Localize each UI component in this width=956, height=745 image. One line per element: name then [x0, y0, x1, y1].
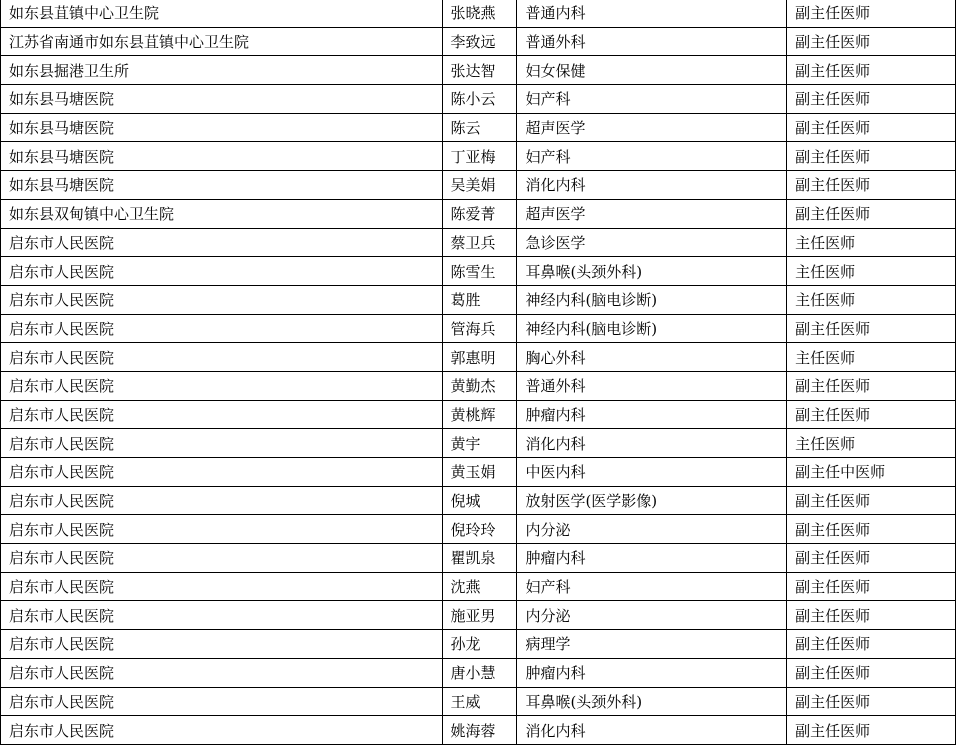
doctor-name-cell: 陈爱菁 [442, 199, 517, 228]
department-cell: 超声医学 [517, 113, 787, 142]
table-row [1, 515, 956, 544]
department-cell: 神经内科(脑电诊断) [517, 314, 787, 343]
hospital-cell: 启东市人民医院 [1, 314, 443, 343]
hospital-cell: 启东市人民医院 [1, 400, 443, 429]
department-cell: 超声医学 [517, 199, 787, 228]
doctor-name-cell: 郭惠明 [442, 343, 517, 372]
doctor-name-cell: 李致远 [442, 27, 517, 56]
table-row [1, 400, 956, 429]
table-row [1, 658, 956, 687]
doctor-name-cell: 丁亚梅 [442, 142, 517, 171]
title-cell: 副主任医师 [787, 601, 956, 630]
title-cell: 主任医师 [787, 285, 956, 314]
title-cell: 副主任医师 [787, 515, 956, 544]
table-row [1, 56, 956, 85]
hospital-cell: 启东市人民医院 [1, 601, 443, 630]
department-cell: 妇产科 [517, 142, 787, 171]
doctor-name-cell: 黄宇 [442, 429, 517, 458]
hospital-cell: 如东县掘港卫生所 [1, 56, 443, 85]
hospital-cell: 启东市人民医院 [1, 544, 443, 573]
doctor-name-cell: 孙龙 [442, 630, 517, 659]
doctor-name-cell: 陈云 [442, 113, 517, 142]
department-cell: 妇女保健 [517, 56, 787, 85]
doctor-name-cell: 吴美娟 [442, 171, 517, 200]
department-cell: 妇产科 [517, 85, 787, 114]
table-row [1, 458, 956, 487]
department-cell: 消化内科 [517, 171, 787, 200]
department-cell: 神经内科(脑电诊断) [517, 285, 787, 314]
hospital-cell: 如东县苴镇中心卫生院 [1, 0, 443, 27]
hospital-cell: 启东市人民医院 [1, 343, 443, 372]
hospital-cell: 江苏省南通市如东县苴镇中心卫生院 [1, 27, 443, 56]
department-cell: 耳鼻喉(头颈外科) [517, 687, 787, 716]
doctor-name-cell: 陈小云 [442, 85, 517, 114]
table-row [1, 113, 956, 142]
table-row [1, 544, 956, 573]
hospital-cell: 如东县马塘医院 [1, 142, 443, 171]
table-row [1, 687, 956, 716]
doctor-name-cell: 张晓燕 [442, 0, 517, 27]
title-cell: 主任医师 [787, 429, 956, 458]
table-row [1, 142, 956, 171]
doctor-name-cell: 黄玉娟 [442, 458, 517, 487]
hospital-cell: 启东市人民医院 [1, 285, 443, 314]
title-cell: 副主任医师 [787, 142, 956, 171]
hospital-cell: 如东县马塘医院 [1, 113, 443, 142]
doctor-name-cell: 施亚男 [442, 601, 517, 630]
department-cell: 消化内科 [517, 716, 787, 745]
title-cell: 副主任医师 [787, 27, 956, 56]
title-cell: 副主任医师 [787, 199, 956, 228]
hospital-cell: 启东市人民医院 [1, 572, 443, 601]
title-cell: 副主任医师 [787, 0, 956, 27]
hospital-cell: 启东市人民医院 [1, 658, 443, 687]
title-cell: 副主任医师 [787, 572, 956, 601]
hospital-cell: 启东市人民医院 [1, 630, 443, 659]
title-cell: 副主任医师 [787, 544, 956, 573]
table-row [1, 171, 956, 200]
table-row [1, 0, 956, 27]
doctor-name-cell: 王威 [442, 687, 517, 716]
title-cell: 主任医师 [787, 228, 956, 257]
doctor-name-cell: 沈燕 [442, 572, 517, 601]
doctor-name-cell: 黄勤杰 [442, 371, 517, 400]
table-row [1, 27, 956, 56]
department-cell: 急诊医学 [517, 228, 787, 257]
table-row [1, 429, 956, 458]
table-row [1, 257, 956, 286]
hospital-cell: 如东县马塘医院 [1, 85, 443, 114]
department-cell: 肿瘤内科 [517, 400, 787, 429]
title-cell: 副主任中医师 [787, 458, 956, 487]
title-cell: 副主任医师 [787, 658, 956, 687]
title-cell: 副主任医师 [787, 630, 956, 659]
department-cell: 普通外科 [517, 27, 787, 56]
title-cell: 副主任医师 [787, 687, 956, 716]
hospital-cell: 启东市人民医院 [1, 515, 443, 544]
department-cell: 胸心外科 [517, 343, 787, 372]
department-cell: 耳鼻喉(头颈外科) [517, 257, 787, 286]
hospital-cell: 启东市人民医院 [1, 716, 443, 745]
doctor-name-cell: 瞿凯泉 [442, 544, 517, 573]
doctor-name-cell: 陈雪生 [442, 257, 517, 286]
department-cell: 普通外科 [517, 371, 787, 400]
table-row [1, 343, 956, 372]
table-row [1, 285, 956, 314]
doctor-name-cell: 蔡卫兵 [442, 228, 517, 257]
title-cell: 副主任医师 [787, 716, 956, 745]
table-body [1, 0, 956, 744]
title-cell: 副主任医师 [787, 56, 956, 85]
department-cell: 消化内科 [517, 429, 787, 458]
doctor-name-cell: 唐小慧 [442, 658, 517, 687]
doctor-name-cell: 黄桃辉 [442, 400, 517, 429]
title-cell: 副主任医师 [787, 171, 956, 200]
hospital-cell: 启东市人民医院 [1, 228, 443, 257]
doctor-name-cell: 张达智 [442, 56, 517, 85]
department-cell: 病理学 [517, 630, 787, 659]
hospital-cell: 启东市人民医院 [1, 371, 443, 400]
department-cell: 放射医学(医学影像) [517, 486, 787, 515]
hospital-cell: 启东市人民医院 [1, 687, 443, 716]
title-cell: 副主任医师 [787, 85, 956, 114]
hospital-cell: 启东市人民医院 [1, 458, 443, 487]
doctor-name-cell: 葛胜 [442, 285, 517, 314]
title-cell: 副主任医师 [787, 486, 956, 515]
department-cell: 普通内科 [517, 0, 787, 27]
department-cell: 中医内科 [517, 458, 787, 487]
table-row [1, 371, 956, 400]
department-cell: 内分泌 [517, 515, 787, 544]
department-cell: 内分泌 [517, 601, 787, 630]
title-cell: 副主任医师 [787, 314, 956, 343]
department-cell: 肿瘤内科 [517, 658, 787, 687]
department-cell: 妇产科 [517, 572, 787, 601]
title-cell: 副主任医师 [787, 113, 956, 142]
table-row [1, 228, 956, 257]
department-cell: 肿瘤内科 [517, 544, 787, 573]
title-cell: 主任医师 [787, 343, 956, 372]
title-cell: 副主任医师 [787, 371, 956, 400]
table-row [1, 85, 956, 114]
hospital-cell: 启东市人民医院 [1, 429, 443, 458]
title-cell: 主任医师 [787, 257, 956, 286]
title-cell: 副主任医师 [787, 400, 956, 429]
doctor-name-cell: 倪玲玲 [442, 515, 517, 544]
doctor-name-cell: 倪城 [442, 486, 517, 515]
table-row [1, 199, 956, 228]
table-row [1, 716, 956, 745]
table-row [1, 601, 956, 630]
table-row [1, 630, 956, 659]
doctor-name-cell: 姚海蓉 [442, 716, 517, 745]
hospital-cell: 如东县双甸镇中心卫生院 [1, 199, 443, 228]
doctor-name-cell: 管海兵 [442, 314, 517, 343]
hospital-cell: 启东市人民医院 [1, 257, 443, 286]
hospital-cell: 启东市人民医院 [1, 486, 443, 515]
hospital-cell: 如东县马塘医院 [1, 171, 443, 200]
table-row [1, 486, 956, 515]
table-row [1, 572, 956, 601]
table-row [1, 314, 956, 343]
